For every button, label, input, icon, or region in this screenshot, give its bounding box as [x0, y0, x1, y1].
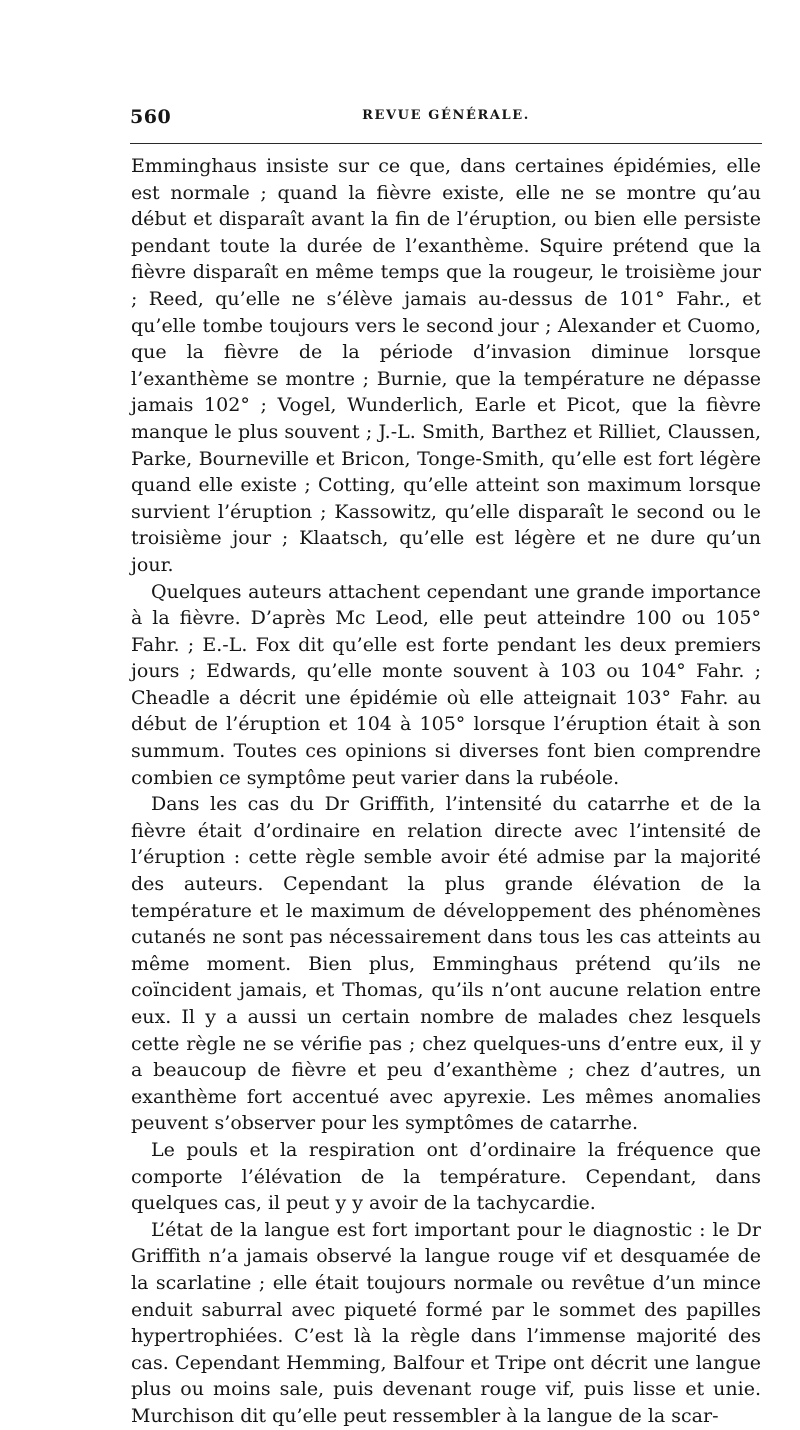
paragraph-5: L’état de la langue est fort important pour le diagnostic : le Dr Griffith n’a jamais observé la langue rouge vif et desquamée de la scarlatine ; elle était toujours normale ou revêtue d’un mince enduit saburral avec piqueté formé par le sommet des papilles hypertrophiées. C’est là la règle dans l’immense majorité des cas. Cependant Hemming, Balfour et Tripe ont décrit une langue plus ou moins sale, puis devenant rouge vif, puis lisse et unie. Murchison dit qu’elle peut ressembler à la langue de la scar- [131, 1218, 761, 1427]
page-number: 560 [130, 106, 172, 128]
header-rule [130, 143, 762, 144]
paragraph-3: Dans les cas du Dr Griffith, l’intensité du catarrhe et de la fièvre était d’ordinaire en relation directe avec l’intensité de l’éruption : cette règle semble avoir été admise par la majorité des auteurs. Cependant la plus grande élévation de la température et le maximum de développement des phénomènes cutanés ne sont pas nécessairement dans tous les cas atteints au même moment. Bien plus, Emminghaus prétend qu’ils ne coïncident jamais, et Thomas, qu’ils n’ont aucune relation entre eux. Il y a aussi un certain nombre de malades chez lesquels cette règle ne se vérifie pas ; chez quelques-uns d’entre eux, il y a beaucoup de fièvre et peu d’exanthème ; chez d’autres, un exanthème fort accentué avec apyrexie. Les mêmes anomalies peuvent s’observer pour les symptômes de catarrhe. [131, 793, 761, 1135]
paragraph-4: Le pouls et la respiration ont d’ordinaire la fréquence que comporte l’élévation de la température. Cependant, dans quelques cas, il peut y y avoir de la tachycardie. [131, 1138, 761, 1215]
page-header [130, 106, 762, 134]
body-text [131, 153, 761, 1430]
paragraph-2: Quelques auteurs attachent cependant une grande importance à la fièvre. D’après Mc Leod, elle peut atteindre 100 ou 105° Fahr. ; E.-L. Fox dit qu’elle est forte pendant les deux premiers jours ; Edwards, qu’elle monte souvent à 103 ou 104° Fahr. ; Cheadle a décrit une épidémie où elle atteignait 103° Fahr. au début de l’éruption et 104 à 105° lorsque l’éruption était à son summum. Toutes ces opinions si diverses font bien comprendre combien ce symptôme peut varier dans la rubéole. [131, 580, 761, 789]
running-head: REVUE GÉNÉRALE. [362, 108, 530, 123]
paragraph-1: Emminghaus insiste sur ce que, dans certaines épidémies, elle est normale ; quand la fièvre existe, elle ne se montre qu’au début et disparaît avant la fin de l’éruption, ou bien elle persiste pendant toute la durée de l’exanthème. Squire prétend que la fièvre disparaît en même temps que la rougeur, le troisième jour ; Reed, qu’elle ne s’élève jamais au-dessus de 101° Fahr., et qu’elle tombe toujours vers le second jour ; Alexander et Cuomo, que la fièvre de la période d’invasion diminue lorsque l’exanthème se montre ; Burnie, que la température ne dépasse jamais 102° ; Vogel, Wunderlich, Earle et Picot, que la fièvre manque le plus souvent ; J.-L. Smith, Barthez et Rilliet, Claussen, Parke, Bourneville et Bricon, Tonge-Smith, qu’elle est fort légère quand elle existe ; Cotting, qu’elle atteint son maximum lorsque survient l’éruption ; Kassowitz, qu’elle disparaît le second ou le troisième jour ; Klaatsch, qu’elle est légère et ne dure qu’un jour. [131, 155, 761, 576]
